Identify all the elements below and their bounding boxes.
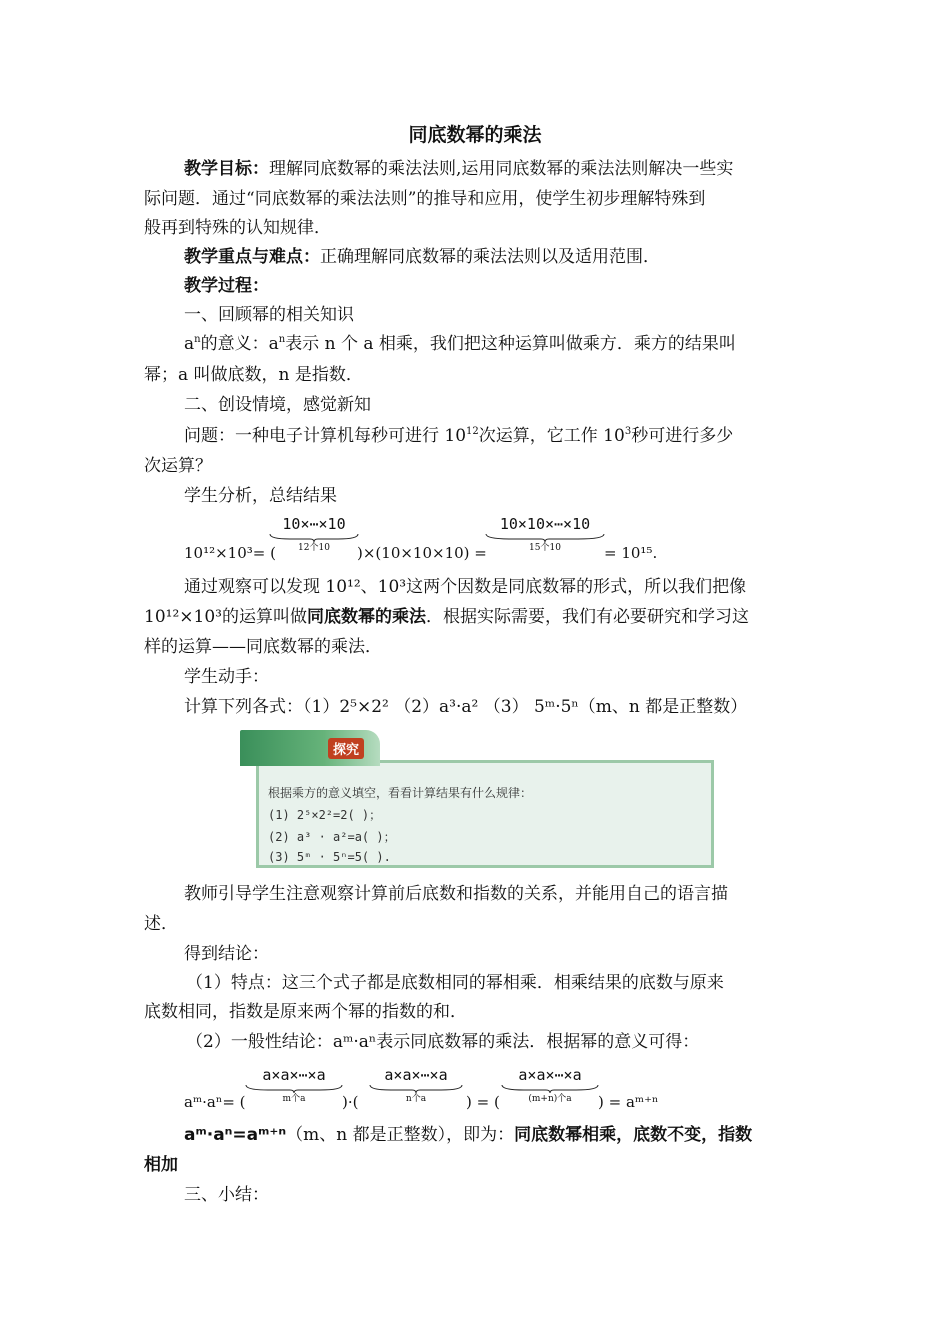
formula2-brace-m: a×a×⋯×a m个a [242, 1066, 346, 1104]
formula2-lhs: aᵐ·aⁿ= ( [184, 1093, 246, 1111]
explore-item-3: (3) 5ᵐ · 5ⁿ=5( ). [268, 850, 391, 864]
formula2-rhs: ) = aᵐ⁺ⁿ [598, 1093, 659, 1111]
formula2-mid1: )·( [342, 1093, 359, 1111]
formula1-rhs: = 10¹⁵. [604, 544, 658, 562]
teacher-line-2: 述． [144, 914, 178, 934]
question-line-2: 次运算？ [144, 456, 212, 476]
formula1-mid: )×(10×10×10) = [357, 544, 487, 562]
formula2-brace-mn: a×a×⋯×a (m+n)个a [498, 1066, 602, 1104]
power-meaning-line-2: 幂；a 叫做底数，n 是指数． [144, 365, 363, 385]
process-label: 教学过程： [184, 276, 269, 296]
summary-heading: 三、小结： [184, 1185, 269, 1205]
rule-line-2: 相加 [144, 1155, 178, 1175]
underbrace-icon [366, 1084, 466, 1094]
formula2-mid2: ) = ( [466, 1093, 500, 1111]
question-line: 问题：一种电子计算机每秒可进行 $10^{12}$次运算，它工作 $10^3$秒可进行多少 [184, 426, 734, 446]
explore-prompt: 根据乘方的意义填空，看看计算结果有什么规律： [268, 786, 533, 800]
page-title: 同底数幂的乘法 [408, 124, 542, 146]
power-meaning-line: $a^n$的意义：$a^n$表示 n 个 a 相乘，我们把这种运算叫做乘方．乘方的结果叫 [184, 334, 736, 354]
underbrace-icon [242, 1084, 346, 1094]
conclusion-p2: （2）一般性结论：aᵐ·aⁿ表示同底数幂的乘法．根据幂的意义可得： [186, 1032, 700, 1052]
explore-item-2: (2) a³ · a²=a( )； [268, 830, 396, 844]
formula1-brace-15: 10×10×⋯×10 15个10 [482, 515, 608, 553]
explore-box [240, 730, 716, 872]
conclusion-label: 得到结论： [184, 944, 269, 964]
section2-heading: 二、创设情境，感觉新知 [184, 395, 371, 415]
teacher-line-1: 教师引导学生注意观察计算前后底数和指数的关系，并能用自己的语言描 [184, 884, 728, 904]
explore-item-1: (1) 2⁵×2²=2( )； [268, 808, 382, 822]
explore-tab: 探究 [240, 730, 380, 766]
underbrace-icon [266, 533, 362, 543]
underbrace-icon [498, 1084, 602, 1094]
keypoints-line: 教学重点与难点：正确理解同底数幂的乘法法则以及适用范围． [184, 247, 660, 267]
keypoints-label: 教学重点与难点： [184, 247, 320, 267]
observe-line-1: 通过观察可以发现 10¹²、10³这两个因数是同底数幂的形式，所以我们把像 [184, 577, 747, 597]
section1-heading: 一、回顾幂的相关知识 [184, 305, 354, 325]
conclusion-p1-line1: （1）特点：这三个式子都是底数相同的幂相乘．相乘结果的底数与原来 [186, 973, 724, 993]
conclusion-p1-line2: 底数相同，指数是原来两个幂的指数的和． [144, 1002, 467, 1022]
analysis-line: 学生分析，总结结果 [184, 486, 337, 506]
practice-task: 计算下列各式：（1）2⁵×2² （2）a³·a² （3） 5ᵐ·5ⁿ（m、n 都是正整数） [184, 697, 748, 717]
rule-line-1: aᵐ·aⁿ=aᵐ⁺ⁿ（m、n 都是正整数），即为：同底数幂相乘，底数不变，指数 [184, 1125, 753, 1145]
objectives-line-3: 般再到特殊的认知规律． [144, 218, 331, 238]
observe-line-2: 10¹²×10³的运算叫做同底数幂的乘法．根据实际需要，我们有必要研究和学习这 [144, 607, 749, 627]
objectives-line-2: 际问题．通过“同底数幂的乘法法则”的推导和应用，使学生初步理解特殊到 [144, 189, 706, 209]
practice-label: 学生动手： [184, 667, 269, 687]
formula2-brace-n: a×a×⋯×a n个a [366, 1066, 466, 1104]
observe-line-3: 样的运算——同底数幂的乘法． [144, 637, 382, 657]
objectives-label: 教学目标： [184, 159, 269, 179]
underbrace-icon [482, 533, 608, 543]
formula1-brace-12: 10×⋯×10 12个10 [266, 515, 362, 553]
formula1-lhs: 10¹²×10³= ( [184, 544, 276, 562]
objectives-line-1: 教学目标：理解同底数幂的乘法法则,运用同底数幂的乘法法则解决一些实 [184, 159, 734, 179]
